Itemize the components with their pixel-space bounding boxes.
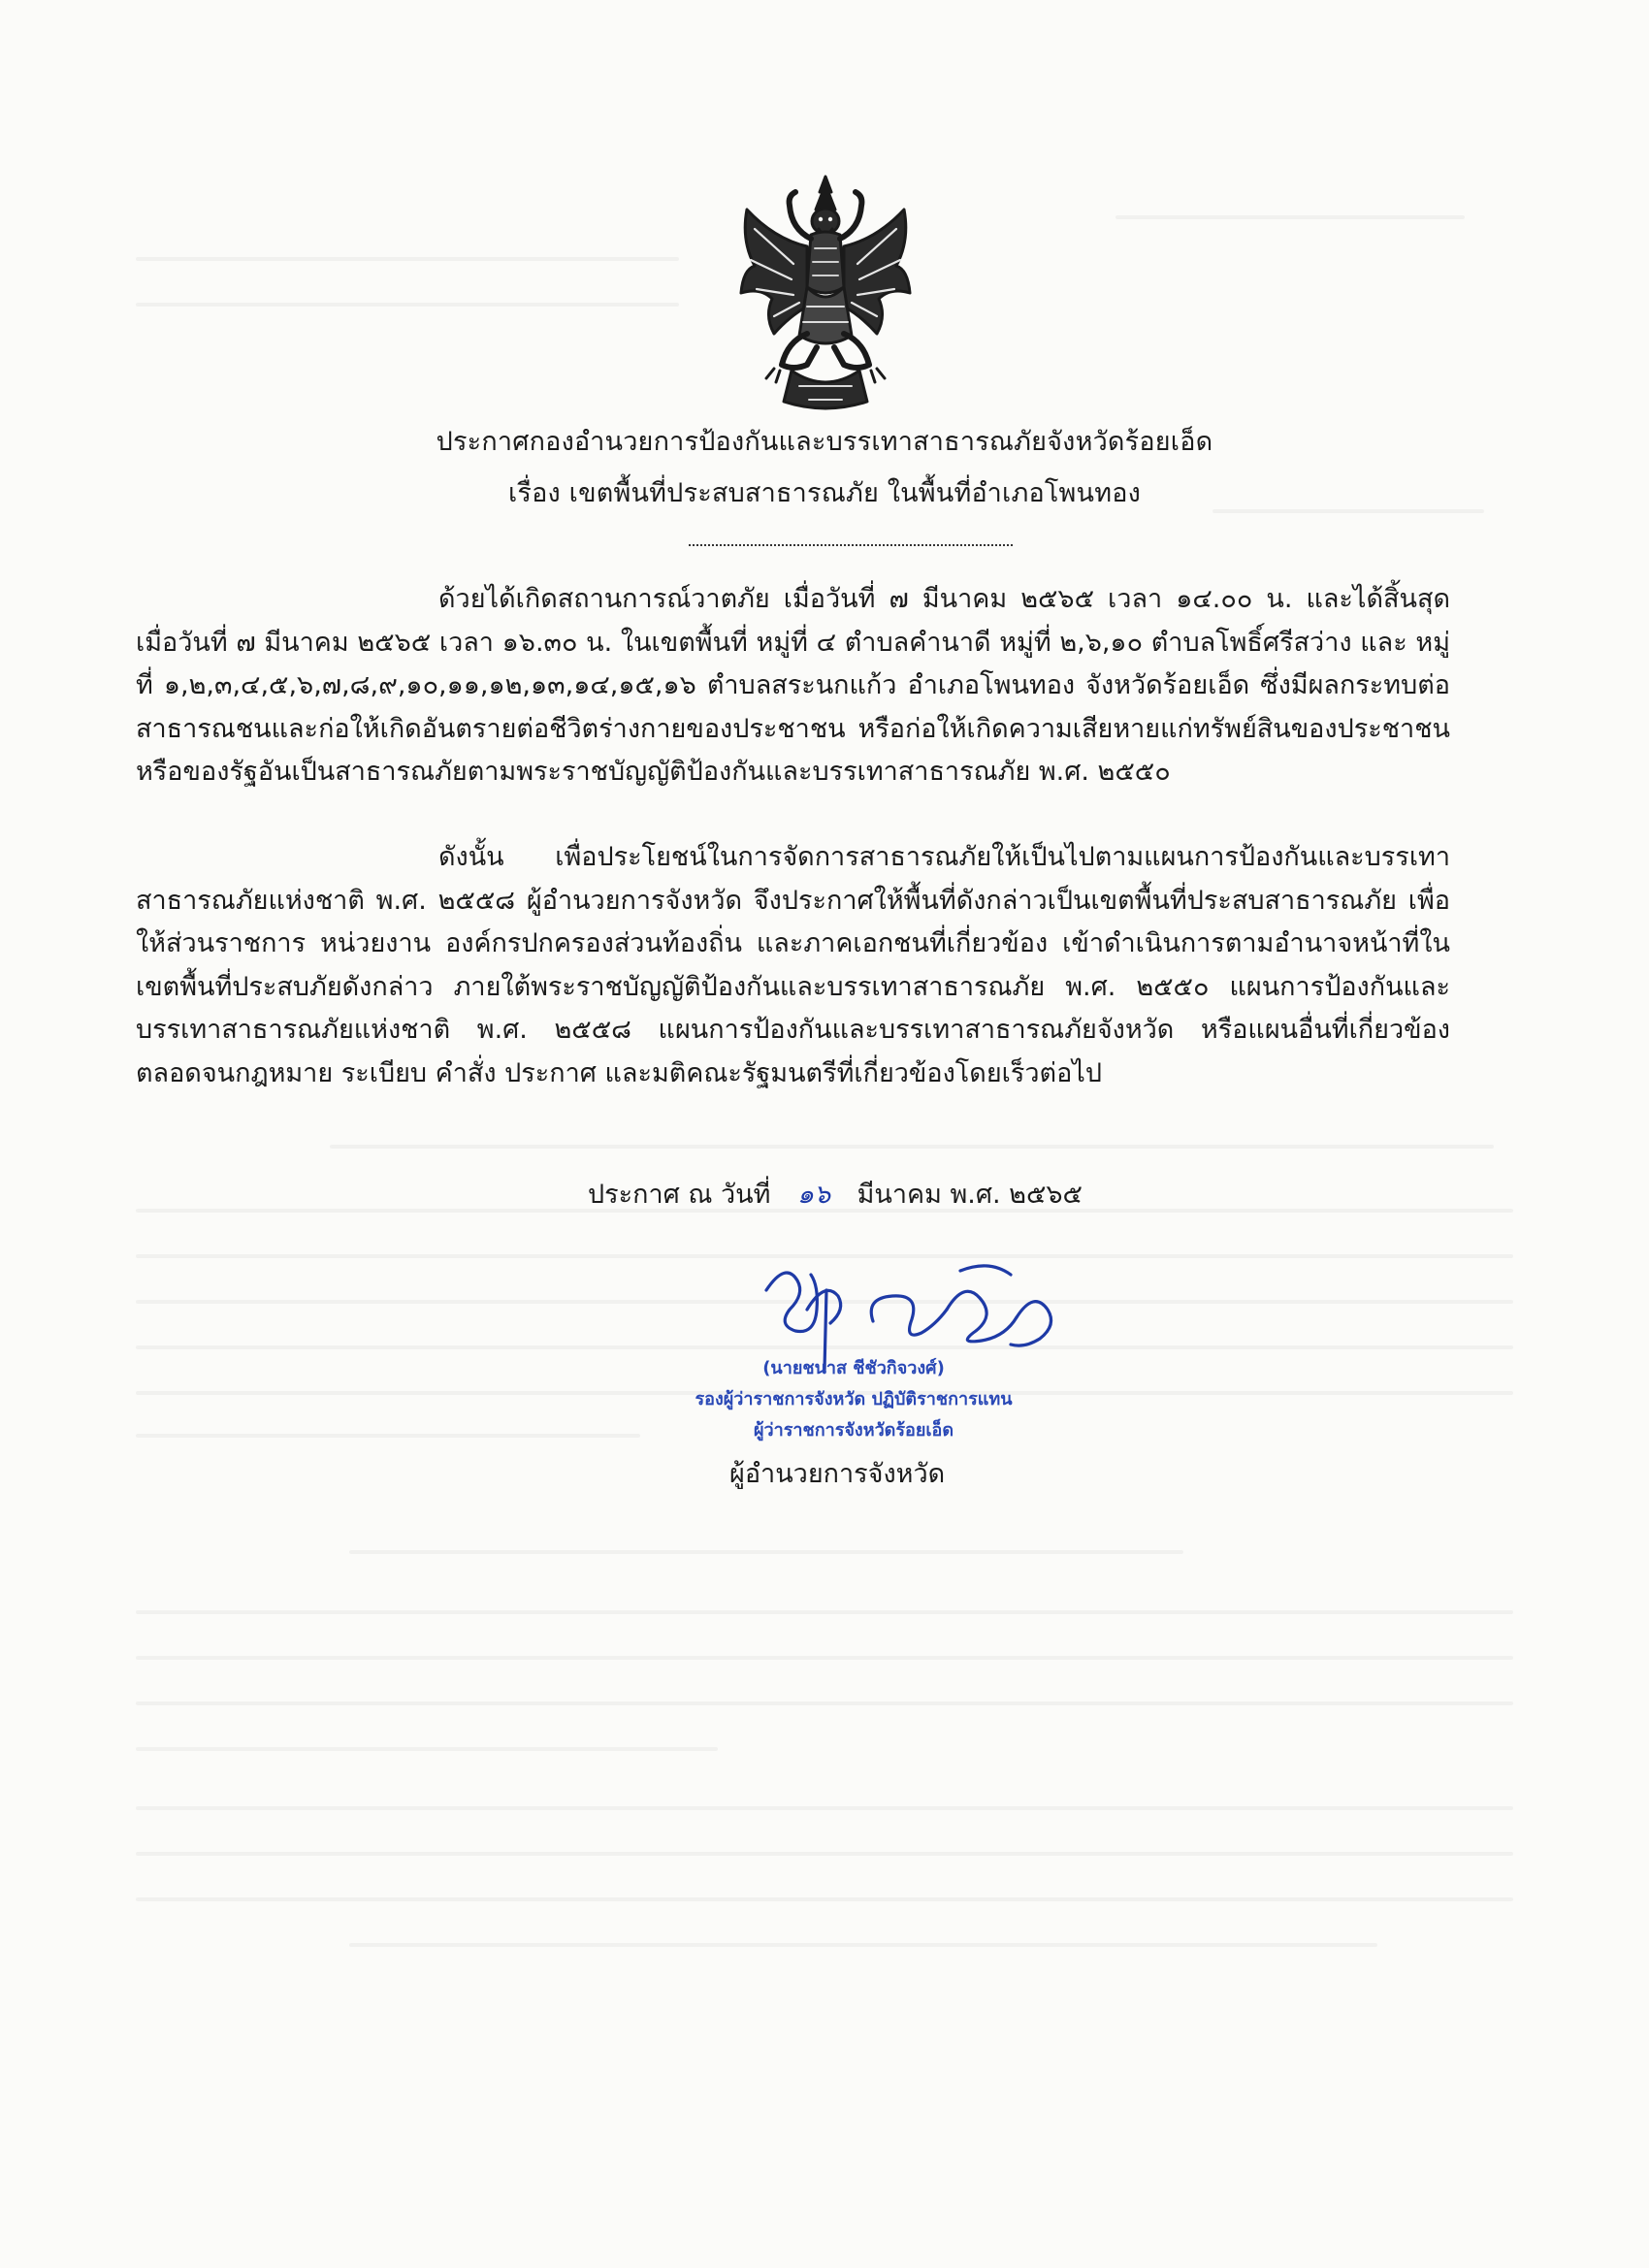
bleed-through-line bbox=[136, 1806, 1513, 1810]
announcement-date-line bbox=[588, 1176, 1083, 1215]
signer-position-stamp-2: ผู้ว่าราชการจังหวัดร้อยเอ็ด bbox=[753, 1420, 954, 1441]
bleed-through-line bbox=[1116, 215, 1465, 219]
bleed-through-line bbox=[349, 1943, 1377, 1947]
announcement-title: ประกาศกองอำนวยการป้องกันและบรรเทาสาธารณภัยจังหวัดร้อยเอ็ด bbox=[436, 427, 1213, 457]
bleed-through-line bbox=[349, 1550, 1183, 1554]
bleed-through-line bbox=[330, 1145, 1494, 1149]
handwritten-day: ๑๖ bbox=[796, 1180, 831, 1210]
garuda-emblem-icon bbox=[735, 171, 916, 415]
signer-name-stamp: (นายชนาส ชีชัวกิจวงศ์) bbox=[762, 1358, 945, 1378]
bleed-through-line bbox=[136, 1701, 1513, 1705]
bleed-through-line bbox=[136, 1434, 640, 1438]
bleed-through-line bbox=[136, 1747, 718, 1751]
bleed-through-line bbox=[136, 303, 679, 307]
dotted-divider bbox=[689, 544, 1013, 546]
signer-title: ผู้อำนวยการจังหวัด bbox=[729, 1459, 946, 1489]
body-paragraph-1: ด้วยได้เกิดสถานการณ์วาตภัย เมื่อวันที่ ๗ มีนาคม ๒๕๖๕ เวลา ๑๔.๐๐ น. และได้สิ้นสุด เมื่อวันที่ ๗ มีนาคม ๒๕๖๕ เวลา ๑๖.๓๐ น. ในเขตพื้นที่ หมู่ที่ ๔ ตำบลคำนาดี หมู่ที่ ๒,๖,๑๐ ตำบลโพธิ์ศรีสว่าง และ หมู่ที่ ๑,๒,๓,๔,๕,๖,๗,๘,๙,๑๐,๑๑,๑๒,๑๓,๑๔,๑๕,๑๖ ตำบลสระนกแก้ว อำเภอโพนทอง จังหวัดร้อยเอ็ด ซึ่งมีผลกระทบต่อสาธารณชนและก่อให้เกิดอันตรายต่อชีวิตร่างกายของประชาชน หรือก่อให้เกิดความเสียหายแก่ทรัพย์สินของประชาชน หรือของรัฐอันเป็นสาธารณภัยตามพระราชบัญญัติป้องกันและบรรเทาสาธารณภัย พ.ศ. ๒๕๕๐ bbox=[136, 584, 1450, 787]
signer-position-stamp: รองผู้ว่าราชการจังหวัด ปฏิบัติราชการแทน bbox=[695, 1389, 1013, 1409]
date-prefix: ประกาศ ณ วันที่ bbox=[588, 1180, 771, 1210]
body-paragraph-2: ดังนั้น เพื่อประโยชน์ในการจัดการสาธารณภัยให้เป็นไปตามแผนการป้องกันและบรรเทาสาธารณภัยแห่งชาติ พ.ศ. ๒๕๕๘ ผู้อำนวยการจังหวัด จึงประกาศให้พื้นที่ดังกล่าวเป็นเขตพื้นที่ประสบสาธารณภัย เพื่อให้ส่วนราชการ หน่วยงาน องค์กรปกครองส่วนท้องถิ่น และภาคเอกชนที่เกี่ยวข้อง เข้าดำเนินการตามอำนาจหน้าที่ในเขตพื้นที่ประสบภัยดังกล่าว ภายใต้พระราชบัญญัติป้องกันและบรรเทาสาธารณภัย พ.ศ. ๒๕๕๐ แผนการป้องกันและบรรเทาสาธารณภัยแห่งชาติ พ.ศ. ๒๕๕๘ แผนการป้องกันและบรรเทาสาธารณภัยจังหวัด หรือแผนอื่นที่เกี่ยวข้อง ตลอดจนกฎหมาย ระเบียบ คำสั่ง ประกาศ และมติคณะรัฐมนตรีที่เกี่ยวข้องโดยเร็วต่อไป bbox=[136, 842, 1450, 1088]
bleed-through-line bbox=[136, 1610, 1513, 1614]
bleed-through-line bbox=[136, 1897, 1513, 1901]
bleed-through-line bbox=[136, 1852, 1513, 1856]
subject-line: เรื่อง เขตพื้นที่ประสบสาธารณภัย ในพื้นที่อำเภอโพนทอง bbox=[507, 478, 1142, 508]
date-month-year: มีนาคม พ.ศ. ๒๕๖๕ bbox=[857, 1180, 1083, 1210]
bleed-through-line bbox=[136, 1656, 1513, 1660]
bleed-through-line bbox=[136, 257, 679, 261]
